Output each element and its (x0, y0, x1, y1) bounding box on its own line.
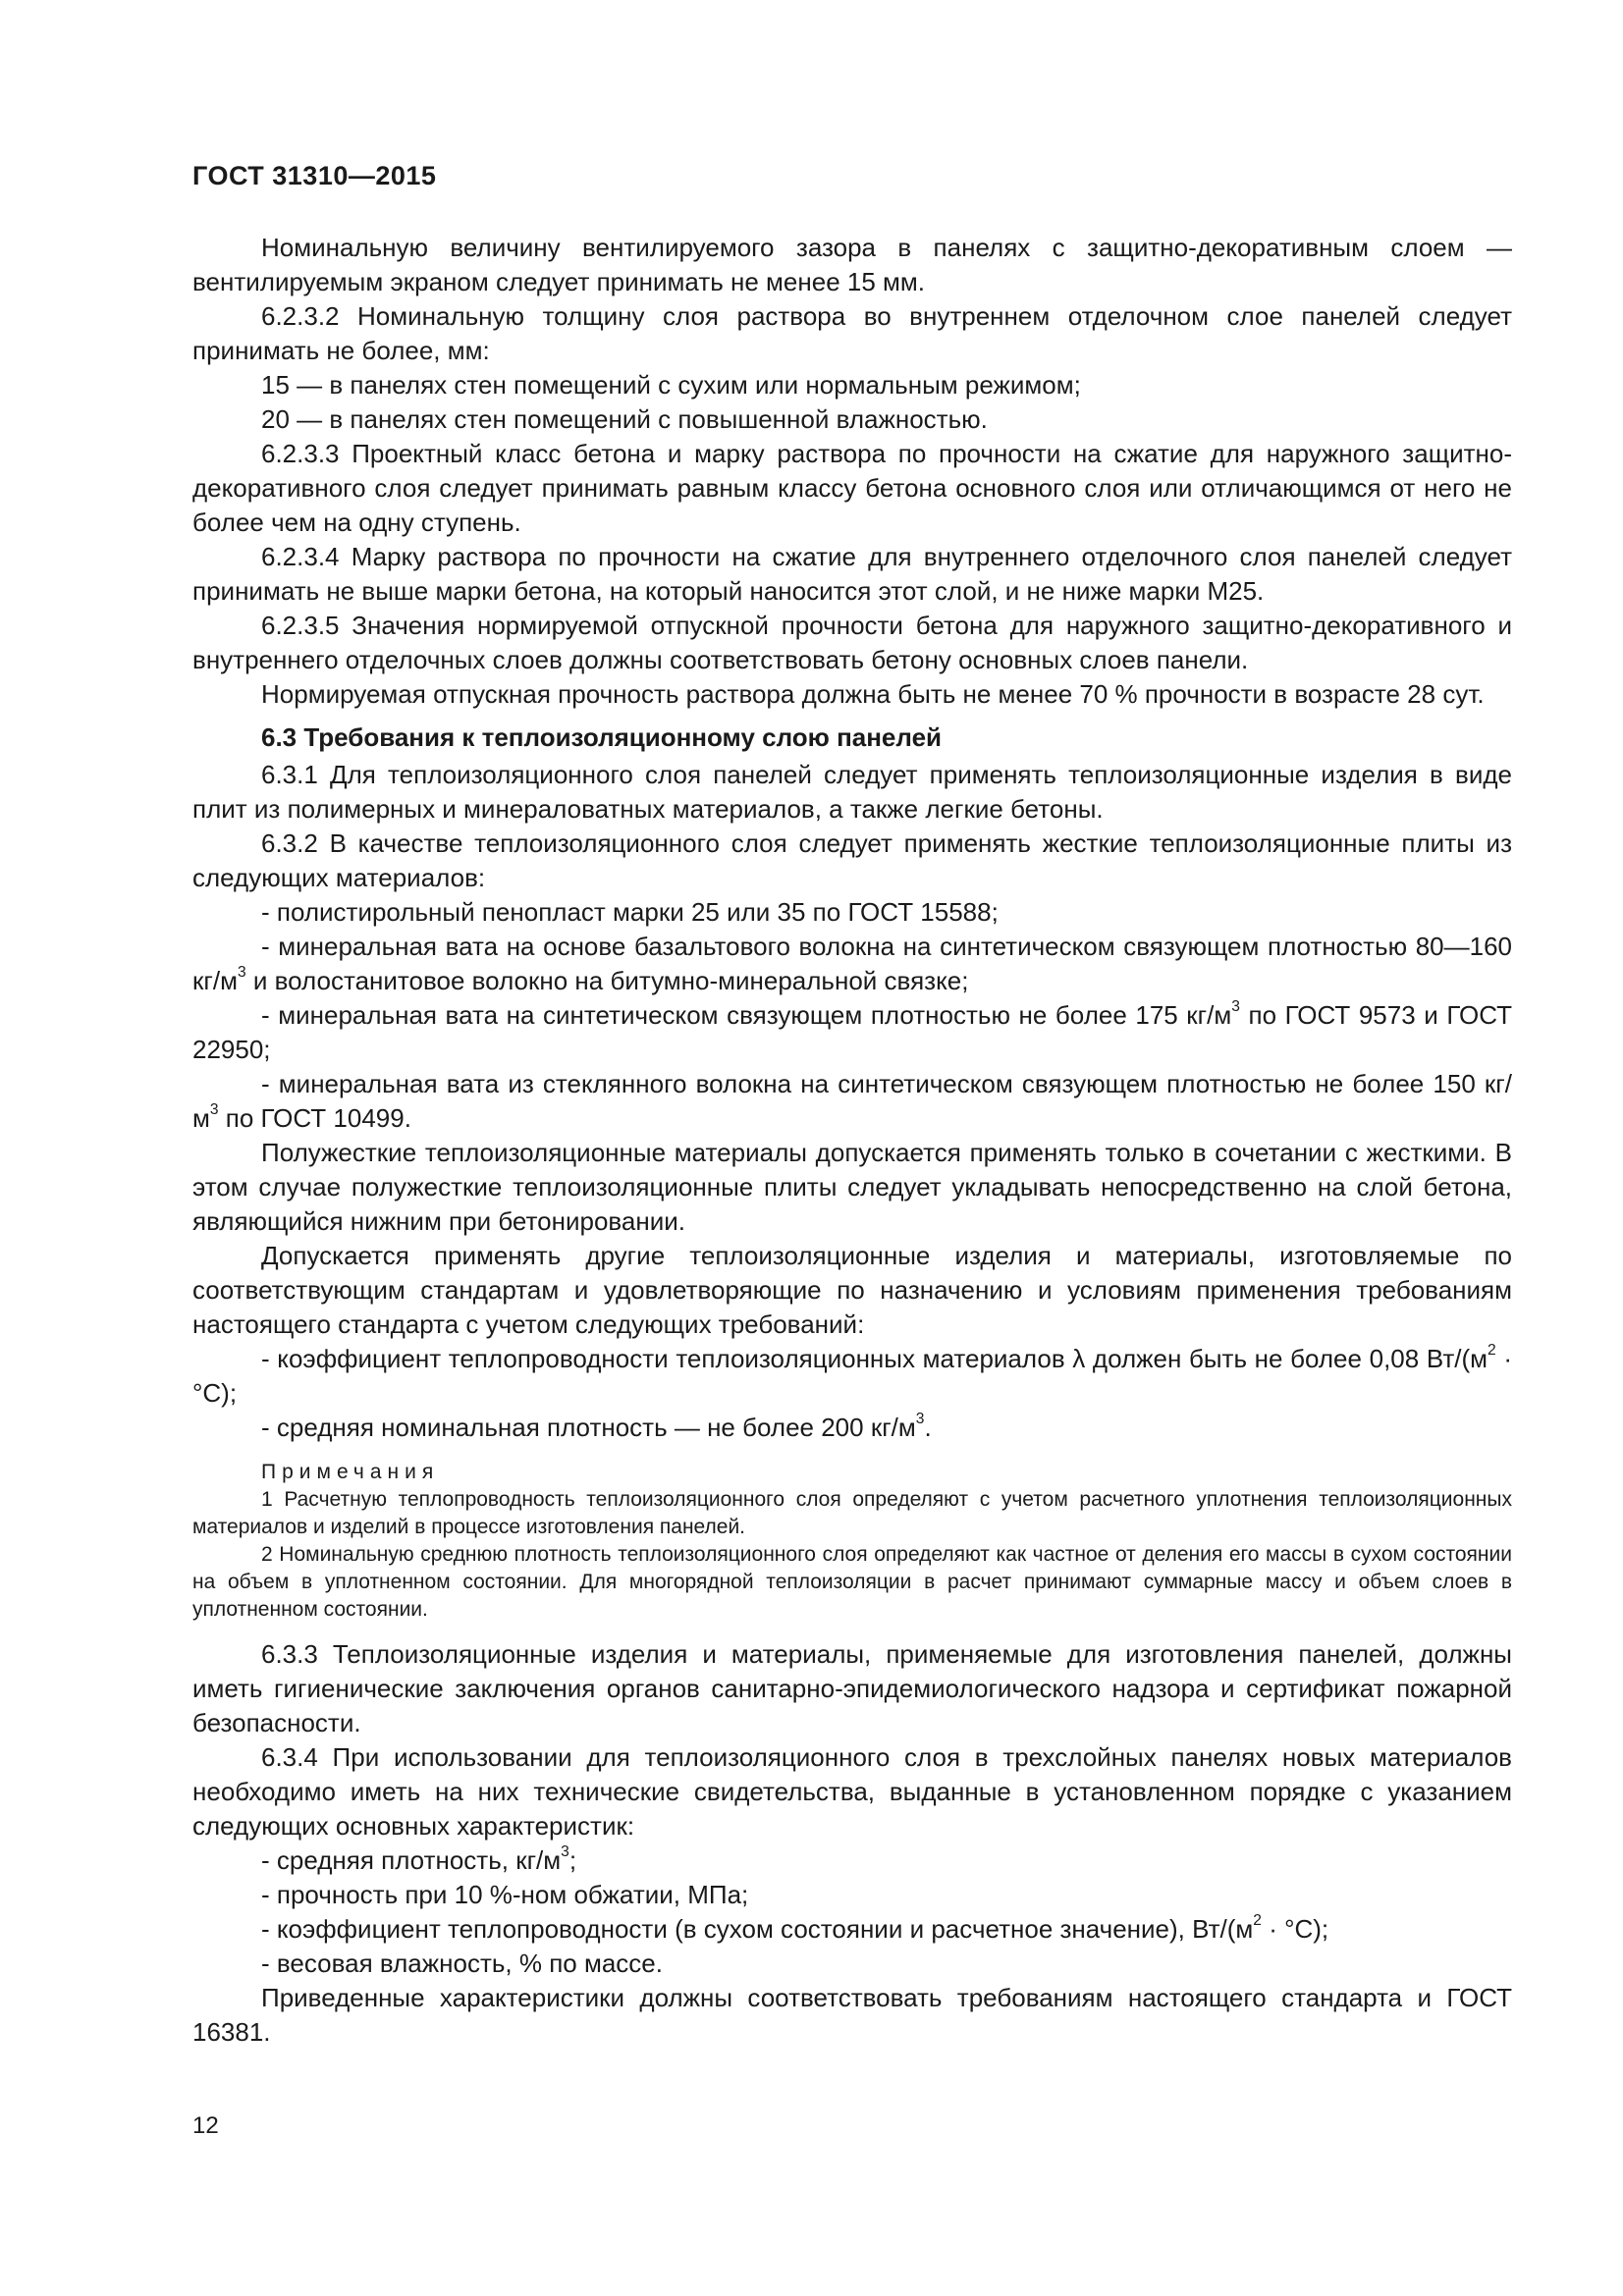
page-number: 12 (192, 2112, 219, 2139)
list-item: - прочность при 10 %-ном обжатии, МПа; (261, 1880, 749, 1909)
paragraph: Нормируемая отпускная прочность раствора должна быть не менее 70 % прочности в возрасте 28 сут. (261, 679, 1485, 709)
paragraph: 6.3.1 Для теплоизоляционного слоя панелей следует применять теплоизоляционные изделия в виде плит из полимерных и минераловатных материалов, а также легкие бетоны. (192, 760, 1512, 824)
paragraph: Допускается применять другие теплоизоляционные изделия и материалы, изготовляемые по соответствующим стандартам и удовлетворяющие по назначению и условиям применения требованиям настоящего стандарта с учетом следующих требований: (192, 1241, 1512, 1339)
paragraph: 6.2.3.4 Марку раствора по прочности на сжатие для внутреннего отделочного слоя панелей следует принимать не выше марки бетона, на который наносится этот слой, и не ниже марки М25. (192, 542, 1512, 606)
list-item (192, 1843, 1512, 1878)
section-heading: 6.3 Требования к теплоизоляционному слою панелей (261, 722, 943, 752)
list-item (192, 930, 1512, 998)
superscript: 3 (209, 1101, 219, 1119)
text: - минеральная вата из стеклянного волокна на синтетическом связующем плотностью не более 150 кг/м (192, 1069, 1512, 1133)
list-item (192, 1912, 1512, 1947)
text: по ГОСТ 9573 и ГОСТ 22950; (192, 1000, 1512, 1064)
text: · °С); (1261, 1914, 1329, 1944)
list-item: - весовая влажность, % по массе. (261, 1949, 663, 1978)
paragraph: 6.2.3.2 Номинальную толщину слоя раствора во внутреннем отделочном слое панелей следует принимать не более, мм: (192, 301, 1512, 365)
superscript: 3 (237, 964, 246, 982)
superscript: 3 (1231, 998, 1240, 1016)
document-header: ГОСТ 31310—2015 (192, 161, 437, 190)
text: - средняя плотность, кг/м (261, 1845, 562, 1875)
superscript: 3 (561, 1843, 569, 1861)
paragraph: Номинальную величину вентилируемого зазора в панелях с защитно-декоративным слоем — вентилируемым экраном следует принимать не менее 15 мм. (192, 233, 1512, 296)
text: - средняя номинальная плотность — не более 200 кг/м (261, 1413, 916, 1442)
text: . (924, 1413, 932, 1442)
notes-title: Примечания (261, 1461, 440, 1483)
document-body (192, 231, 1512, 2050)
text: ; (568, 1845, 577, 1875)
text: - минеральная вата на основе базальтового волокна на синтетическом связующем плотностью 80—160 кг/м (192, 932, 1512, 995)
list-item (192, 1067, 1512, 1136)
paragraph: Приведенные характеристики должны соответствовать требованиям настоящего стандарта и ГОСТ 16381. (192, 1983, 1512, 2047)
notes-block (192, 1459, 1512, 1624)
paragraph: 6.2.3.5 Значения нормируемой отпускной прочности бетона для наружного защитно-декоративного и внутреннего отделочных слоев должны соответствовать бетону основных слоев панели. (192, 611, 1512, 674)
paragraph: 6.3.4 При использовании для теплоизоляционного слоя в трехслойных панелях новых материалов необходимо иметь на них технические свидетельства, выданные в установленном порядке с указанием следующих основных характеристик: (192, 1742, 1512, 1841)
paragraph: 6.3.3 Теплоизоляционные изделия и материалы, применяемые для изготовления панелей, должны иметь гигиенические заключения органов санитарно-эпидемиологического надзора и сертификат пожарной безопасности. (192, 1639, 1512, 1737)
superscript: 2 (1253, 1912, 1262, 1930)
list-item (192, 1411, 1512, 1445)
text: - коэффициент теплопроводности (в сухом состоянии и расчетное значение), Вт/(м (261, 1914, 1254, 1944)
paragraph: 6.3.2 В качестве теплоизоляционного слоя следует применять жесткие теплоизоляционные плиты из следующих материалов: (192, 828, 1512, 892)
text: - минеральная вата на синтетическом связующем плотностью не более 175 кг/м (261, 1000, 1232, 1030)
list-item: - полистирольный пенопласт марки 25 или 35 по ГОСТ 15588; (261, 897, 999, 927)
text: · °С); (192, 1344, 1512, 1408)
list-item: 15 — в панелях стен помещений с сухим или нормальным режимом; (261, 370, 1081, 400)
list-item (192, 998, 1512, 1067)
superscript: 3 (915, 1411, 925, 1428)
text: - коэффициент теплопроводности теплоизоляционных материалов λ должен быть не более 0,08 Вт/(м (261, 1344, 1488, 1373)
note-item: 2 Номинальную среднюю плотность теплоизоляционного слоя определяют как частное от деления его массы в сухом состоянии на объем в уплотненном состоянии. Для многорядной теплоизоляции в расчет принимают суммарные массу и объем слоев в уплотненном состоянии. (192, 1543, 1512, 1621)
list-item (192, 1342, 1512, 1411)
superscript: 2 (1488, 1342, 1496, 1360)
paragraph: 6.2.3.3 Проектный класс бетона и марку раствора по прочности на сжатие для наружного защитно-декоративного слоя следует принимать равным классу бетона основного слоя или отличающимся от него не более чем на одну ступень. (192, 439, 1512, 537)
text: и волостанитовое волокно на битумно-минеральной связке; (245, 966, 969, 995)
list-item: 20 — в панелях стен помещений с повышенной влажностью. (261, 404, 988, 434)
text: по ГОСТ 10499. (218, 1103, 411, 1133)
note-item: 1 Расчетную теплопроводность теплоизоляционного слоя определяют с учетом расчетного уплотнения теплоизоляционных материалов и изделий в процессе изготовления панелей. (192, 1488, 1512, 1538)
paragraph: Полужесткие теплоизоляционные материалы допускается применять только в сочетании с жесткими. В этом случае полужесткие теплоизоляционные плиты следует укладывать непосредственно на слой бетона, являющийся нижним при бетонировании. (192, 1138, 1512, 1236)
